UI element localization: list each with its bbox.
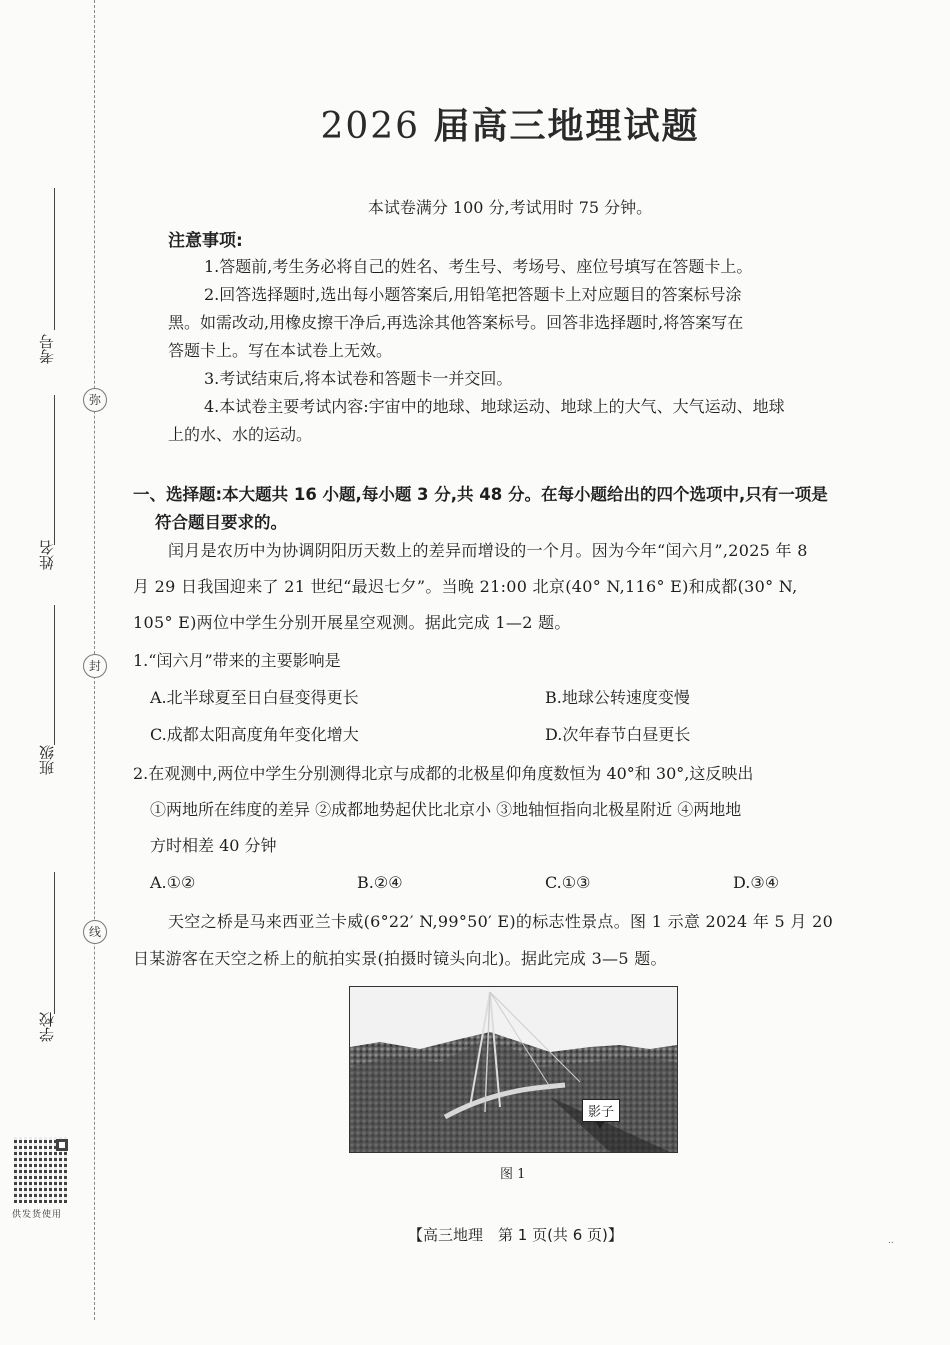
section-heading-line1: 一、选择题:本大题共 16 小题,每小题 3 分,共 48 分。在每小题给出的四个选项中,只有一项是	[133, 485, 828, 504]
page-title	[0, 98, 950, 149]
note-item: 3.考试结束后,将本试卷和答题卡一并交回。	[204, 369, 513, 388]
school-label: 学校	[38, 1012, 56, 1042]
question-2-stem: 2.在观测中,两位中学生分别测得北京与成都的北极星仰角度数恒为 40°和 30°,这反映出	[133, 764, 754, 783]
note-item: 4.本试卷主要考试内容:宇宙中的地球、地球运动、地球上的大气、大气运动、地球	[204, 397, 785, 416]
passage-line: 月 29 日我国迎来了 21 世纪“最迟七夕”。当晚 21:00 北京(40° N,116° E)和成都(30° N,	[133, 577, 798, 596]
passage-line: 闰月是农历中为协调阴阳历天数上的差异而增设的一个月。因为今年“闰六月”,2025 年 8	[168, 541, 808, 560]
seal-mark-xian: 线	[83, 920, 107, 944]
question-2-option-a[interactable]: A.①②	[150, 873, 196, 892]
class-field-line[interactable]	[54, 605, 55, 745]
question-2-option-d[interactable]: D.③④	[733, 873, 780, 892]
note-item: 上的水、水的运动。	[168, 425, 313, 444]
figure-caption: 图 1	[500, 1167, 526, 1182]
question-1-option-c[interactable]: C.成都太阳高度角年变化增大	[150, 725, 359, 744]
passage-line: 105° E)两位中学生分别开展星空观测。据此完成 1—2 题。	[133, 613, 571, 632]
seal-mark-mi: 弥	[83, 388, 107, 412]
note-item: 黑。如需改动,用橡皮擦干净后,再选涂其他答案标号。回答非选择题时,将答案写在	[168, 313, 744, 332]
exam-number-label: 考号	[38, 334, 56, 364]
sky-bridge-illustration	[350, 987, 677, 1152]
callout-pointer-icon	[595, 1121, 605, 1129]
page-footer: 【高三地理 第 1 页(共 6 页)】	[408, 1226, 623, 1244]
question-1-option-a[interactable]: A.北半球夏至日白昼变得更长	[150, 688, 359, 707]
name-label: 姓名	[38, 540, 56, 570]
qr-finder-icon	[56, 1139, 68, 1151]
qr-caption: 供发货使用	[12, 1210, 63, 1220]
section-heading-line2: 符合题目要求的。	[155, 513, 287, 532]
shadow-callout-label: 影子	[588, 1105, 615, 1120]
name-field-line[interactable]	[54, 395, 55, 545]
exam-info: 本试卷满分 100 分,考试用时 75 分钟。	[367, 198, 653, 217]
question-2-option-c[interactable]: C.①③	[545, 873, 591, 892]
notes-heading: 注意事项:	[168, 231, 243, 251]
school-field-line[interactable]	[54, 872, 55, 1014]
shadow-callout	[582, 1099, 620, 1122]
note-item: 2.回答选择题时,选出每小题答案后,用铅笔把答题卡上对应题目的答案标号涂	[204, 285, 742, 304]
question-2-statements: ①两地所在纬度的差异 ②成都地势起伏比北京小 ③地轴恒指向北极星附近 ④两地地	[150, 800, 742, 819]
question-1-option-b[interactable]: B.地球公转速度变慢	[545, 688, 690, 707]
question-1-option-d[interactable]: D.次年春节白昼更长	[545, 725, 691, 744]
passage-line: 天空之桥是马来西亚兰卡威(6°22′ N,99°50′ E)的标志性景点。图 1 示意 2024 年 5 月 20	[168, 912, 834, 931]
seal-mark-feng: 封	[83, 654, 107, 678]
figure-1-sky-bridge-photo	[349, 986, 678, 1153]
note-item: 答题卡上。写在本试卷上无效。	[168, 341, 393, 360]
section-heading	[133, 481, 903, 537]
question-1-stem: 1.“闰六月”带来的主要影响是	[133, 651, 341, 670]
note-item: 1.答题前,考生务必将自己的姓名、考生号、考场号、座位号填写在答题卡上。	[204, 257, 753, 276]
title-text: 届高三地理试题	[433, 106, 700, 147]
passage-line: 日某游客在天空之桥上的航拍实景(拍摄时镜头向北)。据此完成 3—5 题。	[133, 949, 667, 968]
qr-code	[14, 1137, 68, 1203]
question-2-option-b[interactable]: B.②④	[357, 873, 403, 892]
title-year: 2026	[320, 106, 421, 147]
class-label: 班级	[38, 745, 56, 775]
question-2-statements: 方时相差 40 分钟	[150, 836, 277, 855]
footer-mark: ..	[888, 1236, 894, 1246]
